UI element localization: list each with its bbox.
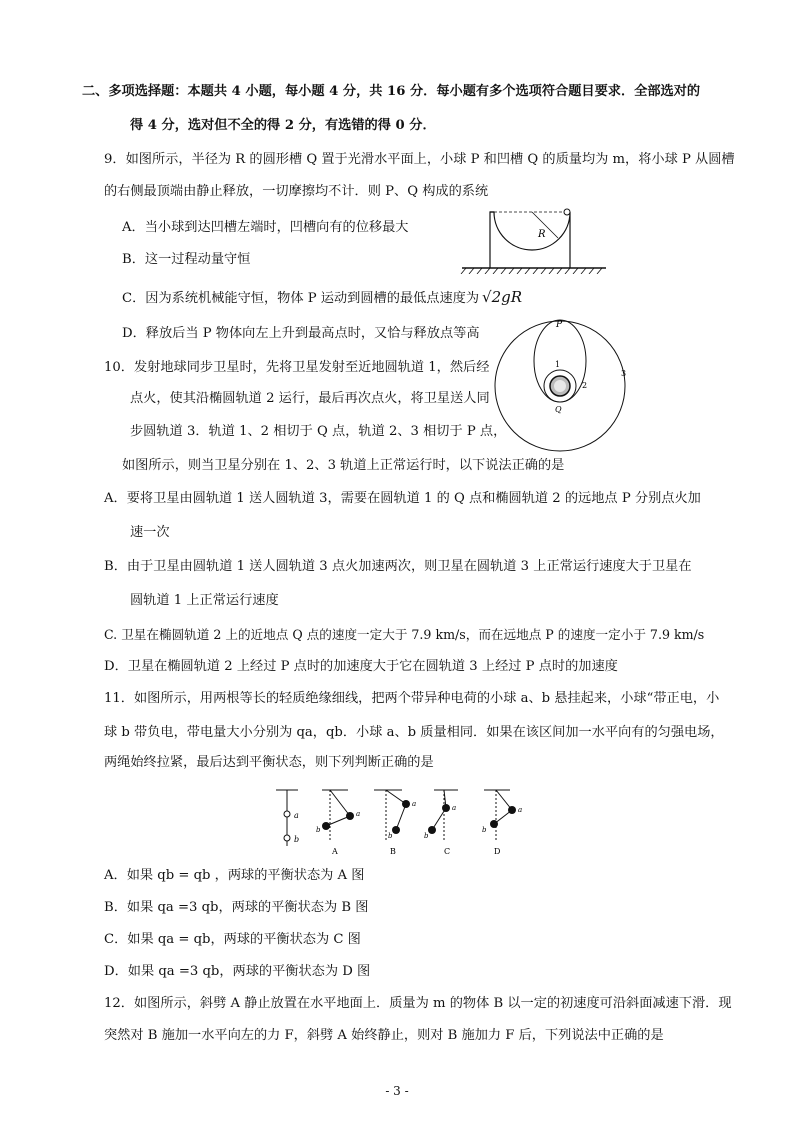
q9-option-c-text: C．因为系统机械能守恒，物体 P 运动到圆槽的最低点速度为 [122, 291, 480, 306]
q11-stem-line1: 11．如图所示，用两根等长的轻质绝缘细线，把两个带异种电荷的小球 a、b 悬挂起来，小球“带正电，小 [104, 691, 720, 706]
q11-d-label-a: a [518, 806, 523, 814]
q11-pendulum-figure [268, 786, 530, 856]
q11-option-c: C．如果 qa = qb，两球的平衡状态为 C 图 [104, 932, 361, 947]
q11-orig-label-a: a [294, 811, 299, 820]
q12-stem-line1: 12．如图所示，斜劈 A 静止放置在水平地面上．质量为 m 的物体 B 以一定的初速度可沿斜面减速下滑．现 [104, 996, 732, 1011]
q10-option-c: C. 卫星在椭圆轨道 2 上的近地点 Q 点的速度一定大于 7.9 km/s，而在远地点 P 的速度一定小于 7.9 km/s [104, 627, 705, 642]
q9-ground-hatch [461, 268, 602, 274]
q10-option-a-line2: 速一次 [130, 525, 170, 540]
q10-option-d: D．卫星在椭圆轨道 2 上经过 P 点时的加速度大于它在圆轨道 3 上经过 P 点时的加速度 [104, 659, 618, 674]
q10-label-q: Q [555, 405, 562, 414]
q10-label-1: 1 [555, 360, 561, 369]
q9-ball-p [564, 209, 570, 215]
q11-a-label-b: b [316, 826, 321, 834]
q11-diagram-c-label: C [444, 847, 451, 856]
q9-option-c-formula: √2gR [482, 288, 523, 306]
q11-orig-label-b: b [294, 835, 300, 844]
q11-option-a: A．如果 qb = qb ，两球的平衡状态为 A 图 [104, 868, 365, 883]
q10-stem-line2: 点火，使其沿椭圆轨道 2 运行，最后再次点火，将卫星送人同 [130, 391, 490, 406]
q11-diagram-b-label: B [390, 847, 396, 856]
q10-stem-line3: 步圆轨道 3．轨道 1、2 相切于 Q 点，轨道 2、3 相切于 P 点， [130, 424, 507, 439]
q10-label-2: 2 [582, 381, 588, 390]
q10-orbit-figure [492, 316, 632, 456]
q11-option-b: B．如果 qa =3 qb，两球的平衡状态为 B 图 [104, 900, 369, 915]
q10-stem-line1: 10．发射地球同步卫星时，先将卫星发射至近地圆轨道 1，然后经 [104, 360, 490, 375]
q11-d-label-b: b [482, 826, 487, 834]
page-number: - 3 - [385, 1084, 409, 1098]
q11-a-label-a: a [356, 810, 361, 818]
q11-b-label-a: a [412, 800, 417, 808]
q11-diagram-d-label: D [494, 847, 501, 856]
q12-stem-line2: 突然对 B 施加一水平向左的力 F，斜劈 A 始终静止，则对 B 施加力 F 后，下列说法中正确的是 [104, 1028, 664, 1043]
q11-stem-line2: 球 b 带负电，带电量大小分别为 qa，qb．小球 a、b 质量相同．如果在该区间加一水平向有的匀强电场， [104, 725, 724, 740]
q11-c-label-b: b [424, 832, 429, 840]
q11-diagram-a-label: A [332, 847, 338, 856]
q9-groove-body [490, 212, 570, 268]
q9-stem-line1: 9．如图所示，半径为 R 的圆形槽 Q 置于光滑水平面上，小球 P 和凹槽 Q 的质量均为 m，将小球 P 从圆槽 [104, 152, 735, 167]
q10-stem-line4: 如图所示，则当卫星分别在 1、2、3 轨道上正常运行时，以下说法正确的是 [122, 458, 565, 473]
q9-groove-figure [456, 204, 614, 274]
q9-option-b: B．这一过程动量守恒 [122, 252, 251, 267]
q10-option-b-line1: B．由于卫星由圆轨道 1 送人圆轨道 3 点火加速两次，则卫星在圆轨道 3 上正常运行速度大于卫星在 [104, 559, 692, 574]
q9-option-a: A．当小球到达凹槽左端时，凹槽向有的位移最大 [122, 220, 409, 235]
q11-b-label-b: b [388, 832, 393, 840]
section-heading-line1: 二、多项选择题：本题共 4 小题，每小题 4 分，共 16 分．每小题有多个选项符合题目要求．全部选对的 [82, 84, 701, 99]
q11-option-d: D．如果 qa =3 qb，两球的平衡状态为 D 图 [104, 964, 371, 979]
q9-label-r: R [538, 229, 546, 240]
q9-option-d: D．释放后当 P 物体向左上升到最高点时，又恰与释放点等高 [122, 326, 480, 341]
q11-c-label-a: a [452, 804, 457, 812]
q10-label-3: 3 [621, 369, 627, 378]
q10-label-p: P [556, 320, 563, 330]
q11-stem-line3: 两绳始终拉紧，最后达到平衡状态，则下列判断正确的是 [104, 755, 434, 770]
q9-stem-line2: 的右侧最顶端由静止释放，一切摩擦均不计．则 P、Q 构成的系统 [104, 184, 489, 199]
q10-option-b-line2: 圆轨道 1 上正常运行速度 [130, 593, 279, 608]
q9-option-c [122, 287, 522, 309]
section-heading-line2: 得 4 分，选对但不全的得 2 分，有选错的得 0 分． [130, 118, 436, 133]
q10-option-a-line1: A．要将卫星由圆轨道 1 送人圆轨道 3，需要在圆轨道 1 的 Q 点和椭圆轨道 2 的远地点 P 分别点火加 [104, 491, 701, 506]
